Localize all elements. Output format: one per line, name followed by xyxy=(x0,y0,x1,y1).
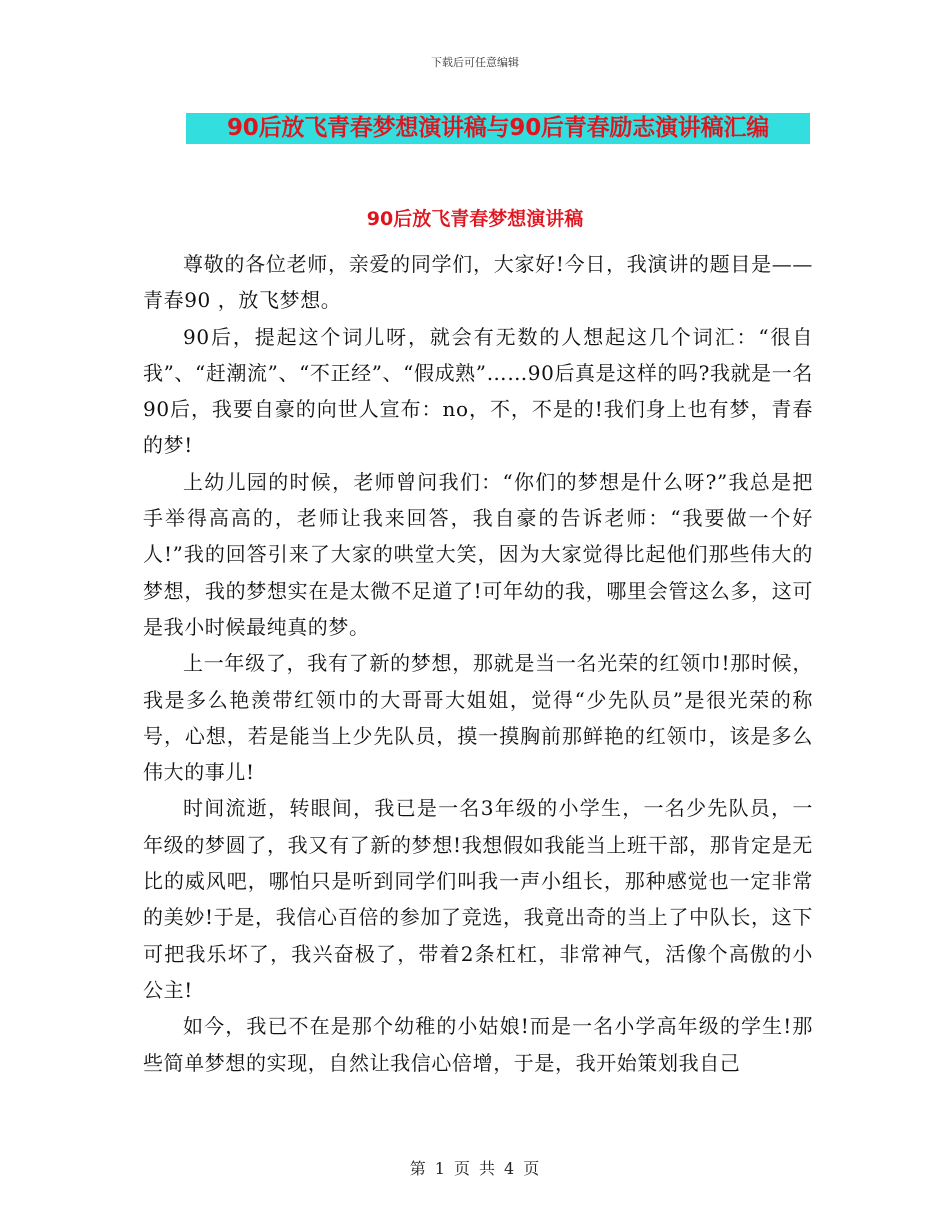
total-label: 共 xyxy=(479,1159,497,1178)
paragraph: 时间流逝，转眼间，我已是一名3年级的小学生，一名少先队员，一年级的梦圆了，我又有了新的梦想!我想假如我能当上班干部，那肯定是无比的威风吧，哪怕只是听到同学们叫我一声小组长，那种感觉也一定非常的美妙!于是，我信心百倍的参加了竞选，我竟出奇的当上了中队长，这下可把我乐坏了，我兴奋极了，带着2条杠杠，非常神气，活像个高傲的小公主! xyxy=(143,796,813,1002)
main-title-highlight xyxy=(186,113,810,144)
total-unit: 页 xyxy=(523,1159,541,1178)
total-pages: 4 xyxy=(504,1159,516,1178)
page-label: 第 xyxy=(409,1159,427,1178)
page-unit: 页 xyxy=(453,1159,471,1178)
paragraph: 尊敬的各位老师，亲爱的同学们，大家好!今日，我演讲的题目是——青春90 ，放飞梦想。 xyxy=(143,252,813,313)
paragraph: 上一年级了，我有了新的梦想，那就是当一名光荣的红领巾!那时候，我是多么艳羡带红领巾的大哥哥大姐姐，觉得“少先队员”是很光荣的称号，心想，若是能当上少先队员，摸一摸胸前那鲜艳的红领巾，该是多么伟大的事儿! xyxy=(143,651,813,785)
page-number: 1 xyxy=(434,1159,446,1178)
page-footer xyxy=(0,1156,950,1179)
main-title: 90后放飞青春梦想演讲稿与90后青春励志演讲稿汇编 xyxy=(226,115,769,141)
paragraph: 上幼儿园的时候，老师曾问我们：“你们的梦想是什么呀?”我总是把手举得高高的，老师让我来回答，我自豪的告诉老师：“我要做一个好人!”我的回答引来了大家的哄堂大笑，因为大家觉得比起他们那些伟大的梦想，我的梦想实在是太微不足道了!可年幼的我，哪里会管这么多，这可是我小时候最纯真的梦。 xyxy=(143,469,813,639)
body-text xyxy=(143,246,813,1106)
paragraph: 如今，我已不在是那个幼稚的小姑娘!而是一名小学高年级的学生!那些简单梦想的实现，自然让我信心倍增，于是，我开始策划我自己 xyxy=(143,1014,813,1075)
header-note: 下载后可任意编辑 xyxy=(431,56,519,69)
paragraph: 90后，提起这个词儿呀，就会有无数的人想起这几个词汇：“很自我”、“赶潮流”、“不正经”、“假成熟”……90后真是这样的吗?我就是一名90后，我要自豪的向世人宣布：no，不，不是的!我们身上也有梦，青春的梦! xyxy=(143,324,813,458)
section-title: 90后放飞青春梦想演讲稿 xyxy=(366,208,584,230)
